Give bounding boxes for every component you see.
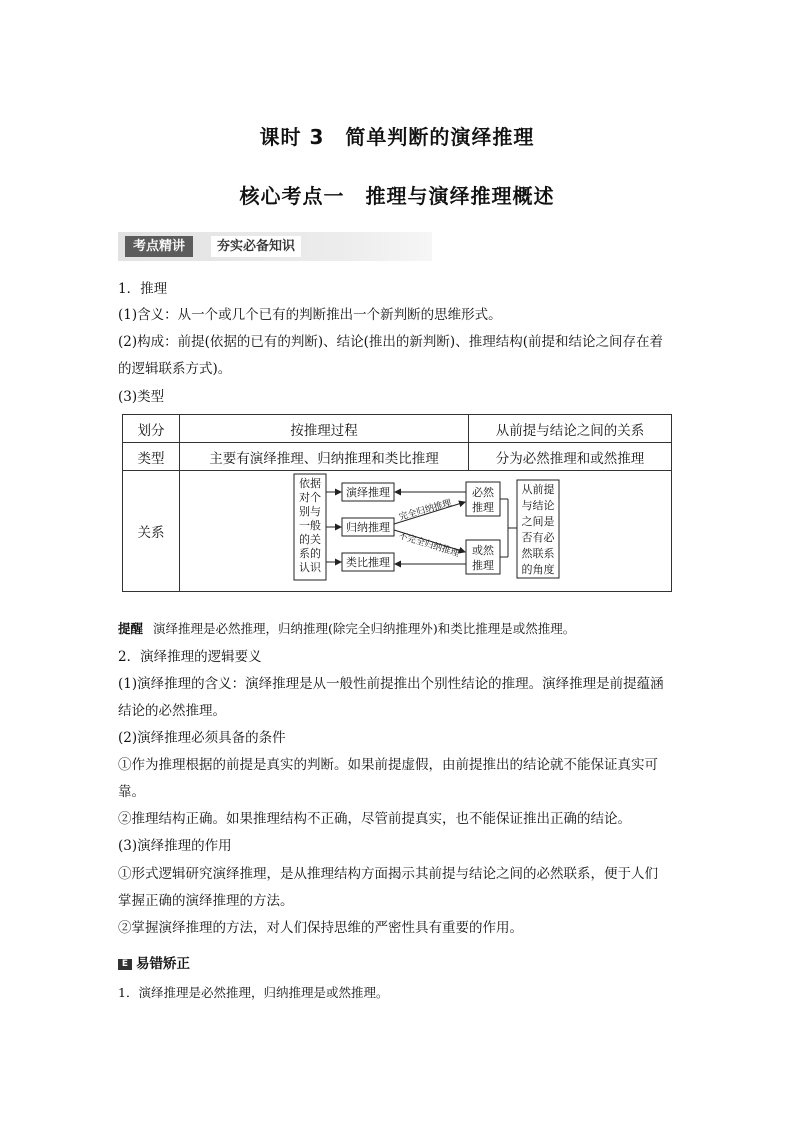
part2-role1-2: 掌握正确的演绎推理的方法。 xyxy=(118,893,294,909)
part2-condition1-1: ①作为推理根据的前提是真实的判断。如果前提虚假，由前提推出的结论就不能保证真实可 xyxy=(118,757,658,773)
table-cell: 划分 xyxy=(123,415,180,443)
source-line: 认识 xyxy=(299,561,321,574)
table-cell: 关系 xyxy=(123,471,180,592)
errors-item-1: 1．演绎推理是必然推理，归纳推理是或然推理。 xyxy=(118,985,389,1000)
source-line: 系的 xyxy=(299,547,321,560)
part1-heading: 1．推理 xyxy=(118,281,168,297)
part1-composition-2: 的逻辑联系方式)。 xyxy=(118,361,232,377)
part2-role2: ②掌握演绎推理的方法，对人们保持思维的严密性具有重要的作用。 xyxy=(118,920,523,936)
probable-line: 推理 xyxy=(472,559,494,572)
part1-types-heading: (3)类型 xyxy=(118,389,165,405)
part2-role-heading: (3)演绎推理的作用 xyxy=(118,838,232,854)
angle-line: 之间是 xyxy=(521,515,555,528)
table-cell: 从前提与结论之间的关系 xyxy=(469,415,672,443)
errors-heading-row xyxy=(118,954,688,974)
section-title: 核心考点一 推理与演绎推理概述 xyxy=(239,184,555,208)
table-cell: 主要有演绎推理、归纳推理和类比推理 xyxy=(180,443,469,471)
table-cell: 分为必然推理和或然推理 xyxy=(469,443,672,471)
source-line: 一般 xyxy=(299,519,321,532)
banner-subtitle: 夯实必备知识 xyxy=(211,236,301,257)
part2-conditions-heading: (2)演绎推理必须具备的条件 xyxy=(118,730,286,746)
reminder xyxy=(118,619,688,639)
table-cell: 按推理过程 xyxy=(180,415,469,443)
part2-condition1-2: 靠。 xyxy=(118,784,145,800)
part2-meaning-1: (1)演绎推理的含义：演绎推理是从一般性前提推出个别性结论的推理。演绎推理是前提蕴涵 xyxy=(118,676,664,692)
source-line: 对个 xyxy=(299,491,321,504)
part2-condition2: ②推理结构正确。如果推理结构不正确，尽管前提真实，也不能保证推出正确的结论。 xyxy=(118,811,631,827)
part2-role1-1: ①形式逻辑研究演绎推理，是从推理结构方面揭示其前提与结论之间的必然联系，便于人们 xyxy=(118,866,658,882)
errors-icon: E xyxy=(118,959,132,970)
reasoning-diagram xyxy=(180,472,670,592)
necessary-line: 必然 xyxy=(472,486,494,499)
inductive-label: 归纳推理 xyxy=(346,521,390,534)
table-row xyxy=(123,415,672,443)
lesson-title: 课时 3 简单判断的演绎推理 xyxy=(259,125,535,149)
section-banner xyxy=(118,232,432,261)
complete-induction-label: 完全归纳推理 xyxy=(398,498,453,523)
necessary-line: 推理 xyxy=(472,501,494,514)
angle-line: 与结论 xyxy=(521,499,555,512)
angle-line: 的角度 xyxy=(521,563,555,576)
angle-line: 否有必 xyxy=(521,531,555,544)
table-row xyxy=(123,443,672,471)
reminder-text: 演绎推理是必然推理，归纳推理(除完全归纳推理外)和类比推理是或然推理。 xyxy=(153,621,576,636)
part2-heading: 2．演绎推理的逻辑要义 xyxy=(118,649,262,665)
analogical-label: 类比推理 xyxy=(346,556,390,569)
banner-tag: 考点精讲 xyxy=(125,236,193,257)
reminder-label: 提醒 xyxy=(118,621,144,636)
incomplete-induction-label: 不完全归纳推理 xyxy=(397,531,461,560)
source-line: 别与 xyxy=(299,505,321,518)
errors-heading: 易错矫正 xyxy=(136,956,190,972)
source-line: 依据 xyxy=(299,477,321,490)
part2-meaning-2: 结论的必然推理。 xyxy=(118,703,226,719)
part1-meaning: (1)含义：从一个或几个已有的判断推出一个新判断的思维形式。 xyxy=(118,307,502,323)
table-cell: 类型 xyxy=(123,443,180,471)
part1-composition-1: (2)构成：前提(依据的已有的判断)、结论(推出的新判断)、推理结构(前提和结论之间存在着 xyxy=(118,334,663,350)
source-line: 的关 xyxy=(299,533,321,546)
deductive-label: 演绎推理 xyxy=(346,486,390,499)
angle-line: 然联系 xyxy=(521,547,555,560)
probable-line: 或然 xyxy=(472,544,494,557)
angle-line: 从前提 xyxy=(521,483,555,496)
